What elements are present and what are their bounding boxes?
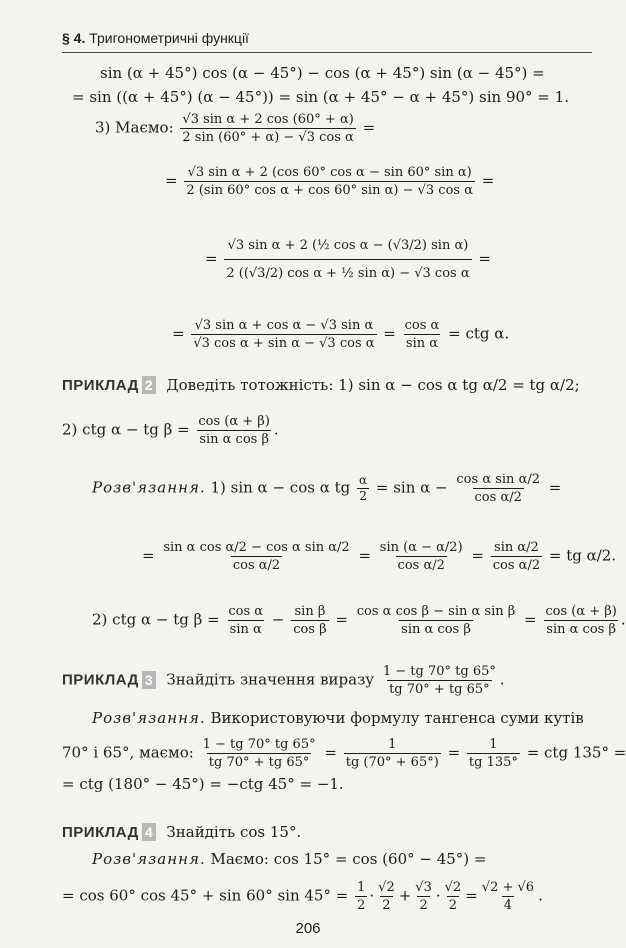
fraction <box>344 737 441 770</box>
denominator: tg 135° <box>468 755 518 770</box>
formula-prefix: 2) ctg α − tg β = <box>62 420 190 439</box>
solution-line: 70° і 65°, маємо: $\frac{1 - tg 70^\circ tg 65^\circ}{tg 70^\circ + tg 65^\circ}$ = $\frac{1}{tg (70^\circ + 65^\circ)}$ = $\frac{1}{tg 135^\circ}$ = ctg 135° = <box>62 737 626 770</box>
fraction <box>381 664 498 697</box>
numerator: 1 − tg 70° tg 65° <box>382 664 496 679</box>
denominator: 4 <box>503 898 513 913</box>
denominator: cos α/2 <box>492 558 541 573</box>
formula-line: = $\frac{\text{√3 sin α + 2 (½ cos α − (√3/2) sin α)}}{\text{2 ((√3/2) cos α + ½ sin α) − √3 cos α}}$ = <box>205 232 491 287</box>
formula-result: = tg α/2. <box>548 546 617 565</box>
numerator: cos (α + β) <box>545 604 617 619</box>
numerator: cos α sin α/2 <box>456 472 540 487</box>
fraction <box>355 604 518 637</box>
example-number-badge: 2 <box>142 376 156 394</box>
numerator: √3 sin α + cos α − √3 sin α <box>194 318 374 333</box>
section-number: § 4. <box>62 30 86 46</box>
fraction <box>413 880 434 913</box>
fraction <box>161 540 351 573</box>
denominator: tg 70° + tg 65° <box>389 682 490 697</box>
denominator: cos α/2 <box>474 490 522 505</box>
solution-text: Маємо: cos 15° = cos (60° − 45°) = <box>210 850 487 868</box>
numerator: √3 sin α + 2 cos (60° + α) <box>182 112 354 127</box>
formula-line: = sin ((α + 45°) (α − 45°)) = sin (α + 45° − α + 45°) sin 90° = 1. <box>72 88 569 106</box>
formula-prefix: 2) ctg α − tg β = <box>92 610 220 629</box>
fraction <box>480 880 536 913</box>
example-tag: ПРИКЛАД <box>62 377 139 394</box>
example-task: Знайдіть значення виразу <box>166 670 375 689</box>
page-number: 206 <box>295 920 321 937</box>
numerator: 1 <box>489 737 498 752</box>
solution-text: Використовуючи формулу тангенса суми кутів <box>210 709 584 727</box>
formula-line: = $\frac{\text{√3 sin α + cos α − √3 sin α}}{\text{√3 cos α + sin α − √3 cos α}}$ = $\frac{\text{cos α}}{\text{sin α}}$ = ctg α. <box>172 318 510 351</box>
denominator: √3 cos α + sin α − √3 cos α <box>193 336 375 351</box>
solution-line: 2) ctg α − tg β = $\frac{\text{cos α}}{\text{sin α}}$ − $\frac{\text{sin β}}{\text{cos β}}$ = $\frac{\text{cos α cos β − sin α sin β}}{\text{sin α cos β}}$ = $\frac{\cos (\alpha + \beta)}{\text{sin α cos β}}$ . <box>92 604 626 637</box>
fraction <box>378 540 465 573</box>
denominator: 2 <box>382 898 391 913</box>
denominator: sin α cos β <box>199 432 269 447</box>
formula-prefix: 70° і 65°, маємо: <box>62 743 194 762</box>
denominator: 2 <box>448 898 458 913</box>
denominator: cos β <box>293 622 327 637</box>
fraction <box>196 414 272 447</box>
numerator: √2 + √6 <box>481 880 535 895</box>
numerator: √3 sin α + 2 (½ cos α − (√3/2) sin α) <box>227 238 469 253</box>
denominator: 2 <box>357 898 366 913</box>
example-number-badge: 4 <box>142 823 156 841</box>
solution-line <box>92 850 487 868</box>
example-3-heading: ПРИКЛАД 3 Знайдіть значення виразу $\frac{1 - tg 70^\circ tg 65^\circ}{tg 70^\circ + tg 65^\circ}$ . <box>62 664 505 697</box>
numerator: √3 sin α + 2 (cos 60° cos α − sin 60° sin α) <box>187 165 472 180</box>
solution-line: Розв'язання. 1) sin α − cos α tg $\frac{\alpha}{2}$ = sin α − $\frac{\text{cos α sin α/2}}{\text{cos α/2}}$ = <box>92 472 562 505</box>
denominator: 2 ((√3/2) cos α + ½ sin α) − √3 cos α <box>224 259 471 287</box>
fraction <box>180 112 355 145</box>
formula-part: = sin α − <box>375 478 448 497</box>
identity-1: sin α − cos α tg α/2 = tg α/2; <box>358 376 580 394</box>
numerator: cos (α + β) <box>198 414 270 429</box>
denominator: 2 sin (60° + α) − √3 cos α <box>182 130 354 145</box>
fraction <box>224 232 471 287</box>
formula-line: 3) Маємо: $\frac{\text{√3 sin α + 2 cos (60° + α)}}{\text{2 sin (60° + α) − √3 cos α}}$ = <box>95 112 376 145</box>
solution-label: Розв'язання. <box>92 850 206 868</box>
fraction <box>403 318 442 351</box>
example-4-heading <box>62 823 301 842</box>
denominator: sin α <box>405 336 439 351</box>
example-2-heading <box>62 376 580 395</box>
fraction <box>376 880 397 913</box>
example-tag: ПРИКЛАД <box>62 671 139 689</box>
fraction <box>454 472 542 505</box>
fraction <box>201 737 318 770</box>
denominator: sin α cos β <box>401 622 471 637</box>
denominator: 2 <box>419 898 428 913</box>
fraction <box>291 604 328 637</box>
solution-line <box>92 709 584 727</box>
example-2-identity-2: 2) ctg α − tg β = $\frac{\cos (\alpha + \beta)}{\text{sin α cos β}}$ . <box>62 414 279 447</box>
denominator: sin α cos β <box>546 622 616 637</box>
formula-prefix: 1) sin α − cos α tg <box>210 478 351 497</box>
formula-result: = ctg α. <box>448 324 510 343</box>
denominator: tg (70° + 65°) <box>345 755 439 770</box>
denominator: cos α/2 <box>232 558 281 573</box>
numerator: sin (α − α/2) <box>379 540 463 555</box>
denominator: 2 <box>359 489 367 503</box>
denominator: tg 70° + tg 65° <box>208 755 310 770</box>
solution-line: = $\frac{\text{sin α cos α/2 − cos α sin α/2}}{\text{cos α/2}}$ = $\frac{\sin (\alpha - \alpha/2)}{\text{cos α/2}}$ = $\frac{\text{sin α/2}}{\text{cos α/2}}$ = tg α/2. <box>142 540 617 573</box>
fraction <box>355 880 367 913</box>
fraction <box>184 165 475 198</box>
header-divider <box>62 52 592 53</box>
fraction <box>357 474 369 503</box>
example-task: Знайдіть cos 15°. <box>166 823 302 841</box>
solution-label: Розв'язання. <box>92 709 206 727</box>
example-task: Доведіть тотожність: 1) <box>166 376 354 394</box>
example-number-badge: 3 <box>142 671 156 689</box>
numerator: √2 <box>444 880 462 895</box>
solution-line: = cos 60° cos 45° + sin 60° sin 45° = $\frac{1}{2}$ · $\frac{√2}{2}$ + $\frac{√3}{2}$ · $\frac{√2}{2}$ = $\frac{√2 + √6}{4}$ . <box>62 880 543 913</box>
numerator: 1 <box>388 737 397 752</box>
denominator: sin α <box>229 622 262 637</box>
numerator: cos α <box>228 604 264 619</box>
solution-line: = ctg (180° − 45°) = −ctg 45° = −1. <box>62 775 344 793</box>
formula-part: = cos 60° cos 45° + sin 60° sin 45° = <box>62 886 349 905</box>
numerator: cos α cos β − sin α sin β <box>356 604 516 619</box>
numerator: cos α <box>404 318 440 333</box>
formula-prefix: 3) Маємо: <box>95 118 174 137</box>
section-title: Тригонометричні функції <box>89 30 249 46</box>
fraction <box>491 540 542 573</box>
fraction <box>543 604 619 637</box>
formula-result: = ctg 135° = <box>526 743 626 762</box>
fraction <box>467 737 520 770</box>
page-header <box>62 30 249 46</box>
formula-line: = $\frac{\text{√3 sin α + 2 (cos 60° cos α − sin 60° sin α)}}{\text{2 (sin 60° cos α + cos 60° sin α) − √3 cos α}}$ = <box>165 165 495 198</box>
fraction <box>443 880 464 913</box>
numerator: 1 <box>357 880 366 895</box>
numerator: α <box>359 473 368 487</box>
numerator: sin α/2 <box>494 540 539 555</box>
fraction <box>191 318 376 351</box>
numerator: 1 − tg 70° tg 65° <box>202 737 316 752</box>
denominator: 2 (sin 60° cos α + cos 60° sin α) − √3 cos α <box>186 183 473 198</box>
denominator: cos α/2 <box>397 558 445 573</box>
numerator: sin β <box>294 604 326 619</box>
formula-line: sin (α + 45°) cos (α − 45°) − cos (α + 45°) sin (α − 45°) = <box>100 64 545 82</box>
numerator: √3 <box>415 880 432 895</box>
example-tag: ПРИКЛАД <box>62 824 139 841</box>
numerator: sin α cos α/2 − cos α sin α/2 <box>163 540 350 555</box>
fraction <box>226 604 265 637</box>
numerator: √2 <box>378 880 395 895</box>
solution-label: Розв'язання. <box>92 478 206 497</box>
